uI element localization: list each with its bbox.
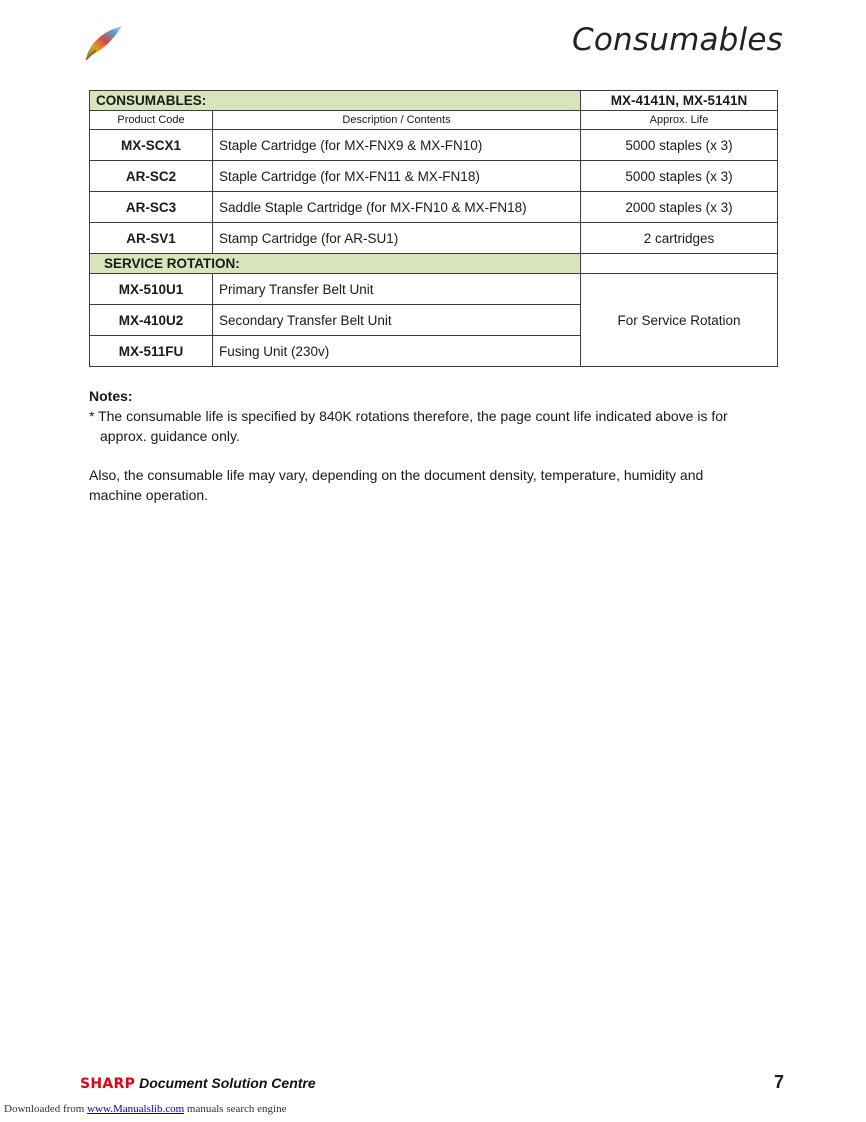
product-desc: Staple Cartridge (for MX-FN11 & MX-FN18)	[213, 161, 581, 192]
product-code: MX-SCX1	[90, 130, 213, 161]
service-code: MX-511FU	[90, 336, 213, 367]
service-code: MX-510U1	[90, 274, 213, 305]
product-desc: Saddle Staple Cartridge (for MX-FN10 & MX-FN18)	[213, 192, 581, 223]
sharp-logo: SHARP	[80, 1076, 136, 1092]
notes-section	[89, 386, 779, 505]
feather-logo-icon	[82, 24, 124, 64]
brand-subtitle: Document Solution Centre	[139, 1075, 316, 1091]
page-title: Consumables	[572, 22, 783, 58]
page-number: 7	[773, 1072, 784, 1092]
product-desc: Stamp Cartridge (for AR-SU1)	[213, 223, 581, 254]
download-prefix: Downloaded from	[4, 1103, 85, 1115]
manualslib-link[interactable]: www.Manualslib.com	[87, 1103, 185, 1115]
notes-line: machine operation.	[89, 487, 209, 503]
service-desc: Fusing Unit (230v)	[213, 336, 581, 367]
table-row	[90, 192, 778, 223]
table-row	[90, 223, 778, 254]
notes-line: approx. guidance only.	[100, 428, 240, 444]
product-code: AR-SC3	[90, 192, 213, 223]
section-label-consumables: CONSUMABLES:	[90, 91, 581, 111]
notes-title: Notes:	[89, 388, 133, 404]
col-header-code: Product Code	[90, 111, 213, 130]
product-code: AR-SV1	[90, 223, 213, 254]
product-life: 5000 staples (x 3)	[581, 130, 778, 161]
consumables-table	[89, 90, 778, 367]
table-row	[90, 130, 778, 161]
empty-cell	[581, 254, 778, 274]
product-life: 2 cartridges	[581, 223, 778, 254]
section-label-service: SERVICE ROTATION:	[90, 254, 581, 274]
notes-line: Also, the consumable life may vary, depending on the document density, temperature, humidity and	[89, 467, 704, 483]
service-desc: Primary Transfer Belt Unit	[213, 274, 581, 305]
notes-line: * The consumable life is specified by 840K rotations therefore, the page count life indicated above is for	[89, 408, 728, 424]
footer-brand	[80, 1075, 316, 1092]
product-life: 2000 staples (x 3)	[581, 192, 778, 223]
product-code: AR-SC2	[90, 161, 213, 192]
service-desc: Secondary Transfer Belt Unit	[213, 305, 581, 336]
table-row	[90, 274, 778, 305]
models-header: MX-4141N, MX-5141N	[581, 91, 778, 111]
service-code: MX-410U2	[90, 305, 213, 336]
service-life: For Service Rotation	[581, 274, 778, 367]
product-life: 5000 staples (x 3)	[581, 161, 778, 192]
download-notice	[4, 1103, 286, 1115]
table-row	[90, 161, 778, 192]
product-desc: Staple Cartridge (for MX-FNX9 & MX-FN10)	[213, 130, 581, 161]
col-header-desc: Description / Contents	[213, 111, 581, 130]
col-header-life: Approx. Life	[581, 111, 778, 130]
download-suffix: manuals search engine	[184, 1103, 287, 1115]
